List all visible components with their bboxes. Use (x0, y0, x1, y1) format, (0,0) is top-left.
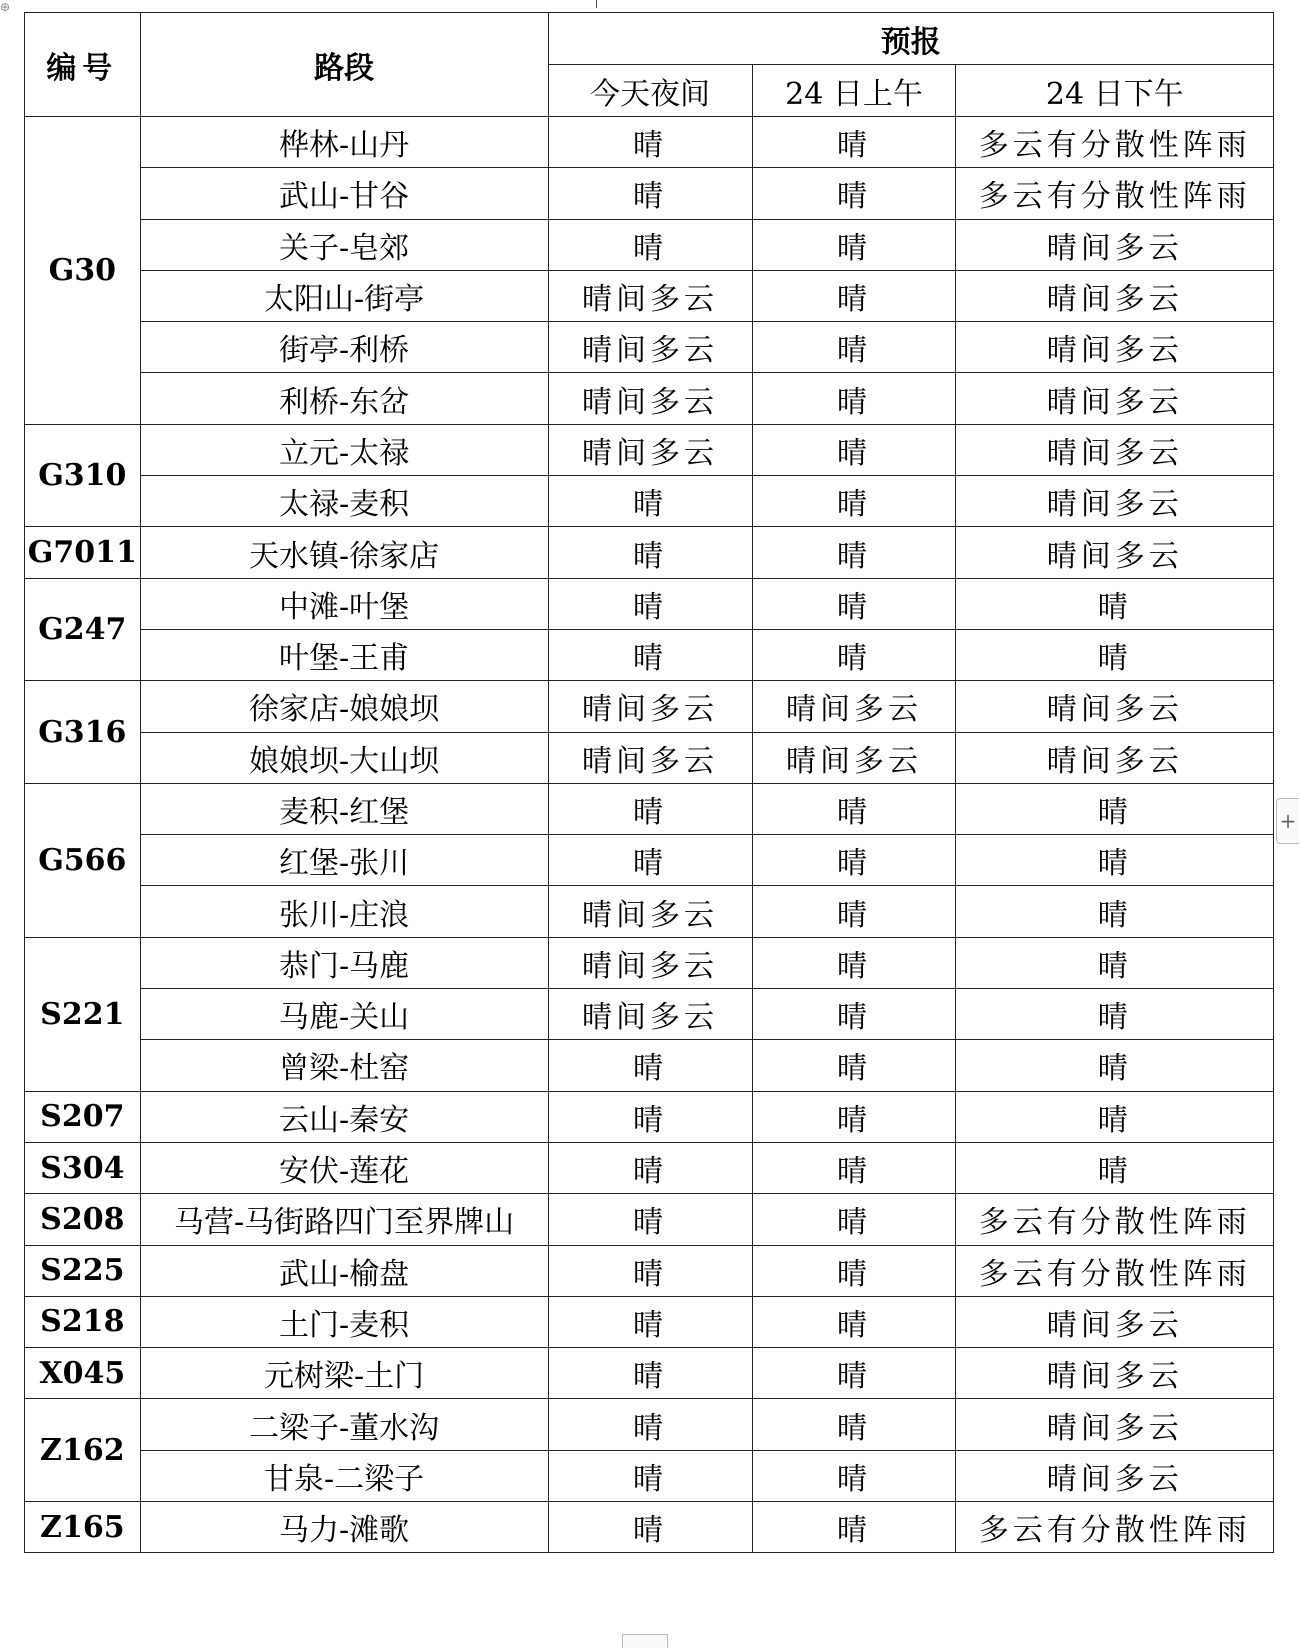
forecast-afternoon: 多云有分散性阵雨 (956, 117, 1274, 168)
forecast-morning: 晴 (752, 629, 956, 680)
forecast-afternoon: 晴间多云 (956, 373, 1274, 424)
road-section: 天水镇-徐家店 (140, 527, 548, 578)
table-row (25, 989, 1274, 1040)
add-row-icon[interactable]: + (1276, 798, 1299, 844)
table-row (25, 476, 1274, 527)
forecast-tonight: 晴 (548, 629, 752, 680)
forecast-morning: 晴 (752, 373, 956, 424)
forecast-afternoon: 晴间多云 (956, 1348, 1274, 1399)
table-row (25, 270, 1274, 321)
road-code: G30 (25, 117, 141, 425)
table-row (25, 937, 1274, 988)
forecast-tonight: 晴 (548, 168, 752, 219)
forecast-tonight: 晴 (548, 527, 752, 578)
forecast-afternoon: 晴 (956, 1040, 1274, 1091)
table-row (25, 219, 1274, 270)
forecast-morning: 晴 (752, 989, 956, 1040)
forecast-tonight: 晴 (548, 1040, 752, 1091)
road-section: 中滩-叶堡 (140, 578, 548, 629)
forecast-morning: 晴 (752, 1040, 956, 1091)
forecast-morning: 晴 (752, 117, 956, 168)
forecast-morning: 晴 (752, 835, 956, 886)
road-section: 恭门-马鹿 (140, 937, 548, 988)
table-row (25, 1399, 1274, 1450)
forecast-tonight: 晴间多云 (548, 373, 752, 424)
forecast-morning: 晴 (752, 219, 956, 270)
forecast-afternoon: 晴 (956, 835, 1274, 886)
forecast-afternoon: 晴间多云 (956, 1450, 1274, 1501)
road-section: 土门-麦积 (140, 1296, 548, 1347)
forecast-morning: 晴 (752, 1296, 956, 1347)
ruler-tick (596, 0, 597, 8)
forecast-tonight: 晴 (548, 117, 752, 168)
forecast-afternoon: 晴 (956, 886, 1274, 937)
table-row (25, 1194, 1274, 1245)
forecast-afternoon: 晴间多云 (956, 527, 1274, 578)
forecast-tonight: 晴 (548, 1091, 752, 1142)
road-code: G7011 (25, 527, 141, 578)
road-section: 马力-滩歌 (140, 1502, 548, 1553)
forecast-tonight: 晴间多云 (548, 732, 752, 783)
forecast-afternoon: 晴间多云 (956, 322, 1274, 373)
road-section: 曾梁-杜窑 (140, 1040, 548, 1091)
forecast-afternoon: 晴间多云 (956, 1296, 1274, 1347)
table-row (25, 373, 1274, 424)
forecast-morning: 晴 (752, 783, 956, 834)
resize-handle[interactable] (622, 1634, 668, 1648)
forecast-morning: 晴 (752, 1502, 956, 1553)
forecast-morning: 晴 (752, 527, 956, 578)
forecast-morning: 晴 (752, 1399, 956, 1450)
road-section: 武山-榆盘 (140, 1245, 548, 1296)
forecast-tonight: 晴间多云 (548, 989, 752, 1040)
forecast-afternoon: 多云有分散性阵雨 (956, 1194, 1274, 1245)
table-row (25, 1091, 1274, 1142)
road-section: 太阳山-街亭 (140, 270, 548, 321)
road-code: S207 (25, 1091, 141, 1142)
forecast-morning: 晴 (752, 937, 956, 988)
forecast-afternoon: 晴 (956, 1142, 1274, 1193)
forecast-afternoon: 多云有分散性阵雨 (956, 1245, 1274, 1296)
road-section: 立元-太禄 (140, 424, 548, 475)
road-section: 利桥-东岔 (140, 373, 548, 424)
table-row (25, 835, 1274, 886)
road-section: 叶堡-王甫 (140, 629, 548, 680)
forecast-tonight: 晴间多云 (548, 937, 752, 988)
road-section: 桦林-山丹 (140, 117, 548, 168)
forecast-afternoon: 晴 (956, 629, 1274, 680)
road-section: 麦积-红堡 (140, 783, 548, 834)
road-code: G316 (25, 681, 141, 784)
table-row (25, 1245, 1274, 1296)
road-section: 元树梁-土门 (140, 1348, 548, 1399)
table-row (25, 1142, 1274, 1193)
header-morning: 24 日上午 (752, 65, 956, 117)
table-row (25, 629, 1274, 680)
table-row (25, 886, 1274, 937)
forecast-morning: 晴 (752, 886, 956, 937)
road-section: 马鹿-关山 (140, 989, 548, 1040)
forecast-morning: 晴 (752, 578, 956, 629)
table-move-handle-icon[interactable]: ⊕ (0, 0, 11, 14)
forecast-morning: 晴 (752, 424, 956, 475)
table-row (25, 117, 1274, 168)
table-row (25, 1450, 1274, 1501)
forecast-afternoon: 晴间多云 (956, 270, 1274, 321)
forecast-afternoon: 晴间多云 (956, 1399, 1274, 1450)
table-row (25, 681, 1274, 732)
forecast-morning: 晴 (752, 1245, 956, 1296)
forecast-afternoon: 晴 (956, 578, 1274, 629)
forecast-tonight: 晴 (548, 219, 752, 270)
table-row (25, 732, 1274, 783)
forecast-afternoon: 晴间多云 (956, 219, 1274, 270)
forecast-tonight: 晴 (548, 1348, 752, 1399)
forecast-tonight: 晴 (548, 1142, 752, 1193)
road-code: S221 (25, 937, 141, 1091)
road-code: Z165 (25, 1502, 141, 1553)
table-row (25, 168, 1274, 219)
road-code: G247 (25, 578, 141, 681)
table-row (25, 1040, 1274, 1091)
forecast-morning: 晴 (752, 1142, 956, 1193)
road-section: 安伏-莲花 (140, 1142, 548, 1193)
road-code: S208 (25, 1194, 141, 1245)
road-section: 太禄-麦积 (140, 476, 548, 527)
table-row (25, 1296, 1274, 1347)
table-row (25, 527, 1274, 578)
header-forecast: 预报 (548, 13, 1273, 65)
forecast-morning: 晴 (752, 1348, 956, 1399)
road-section: 红堡-张川 (140, 835, 548, 886)
forecast-morning: 晴间多云 (752, 732, 956, 783)
forecast-morning: 晴 (752, 168, 956, 219)
table-row (25, 322, 1274, 373)
forecast-afternoon: 晴间多云 (956, 732, 1274, 783)
forecast-afternoon: 多云有分散性阵雨 (956, 1502, 1274, 1553)
road-code: X045 (25, 1348, 141, 1399)
forecast-afternoon: 晴 (956, 937, 1274, 988)
forecast-tonight: 晴 (548, 1399, 752, 1450)
forecast-tonight: 晴间多云 (548, 681, 752, 732)
forecast-tonight: 晴间多云 (548, 424, 752, 475)
road-section: 徐家店-娘娘坝 (140, 681, 548, 732)
road-section: 武山-甘谷 (140, 168, 548, 219)
table-row (25, 424, 1274, 475)
forecast-afternoon: 多云有分散性阵雨 (956, 168, 1274, 219)
forecast-tonight: 晴间多云 (548, 322, 752, 373)
forecast-afternoon: 晴 (956, 1091, 1274, 1142)
header-tonight: 今天夜间 (548, 65, 752, 117)
forecast-morning: 晴间多云 (752, 681, 956, 732)
road-section: 街亭-利桥 (140, 322, 548, 373)
forecast-tonight: 晴 (548, 578, 752, 629)
forecast-morning: 晴 (752, 1450, 956, 1501)
road-code: Z162 (25, 1399, 141, 1502)
road-section: 云山-秦安 (140, 1091, 548, 1142)
forecast-tonight: 晴 (548, 1502, 752, 1553)
forecast-tonight: 晴 (548, 476, 752, 527)
forecast-afternoon: 晴 (956, 989, 1274, 1040)
road-section: 张川-庄浪 (140, 886, 548, 937)
road-section: 甘泉-二梁子 (140, 1450, 548, 1501)
forecast-morning: 晴 (752, 270, 956, 321)
forecast-tonight: 晴 (548, 835, 752, 886)
forecast-afternoon: 晴 (956, 783, 1274, 834)
road-code: S218 (25, 1296, 141, 1347)
forecast-morning: 晴 (752, 322, 956, 373)
header-code: 编号 (25, 13, 141, 117)
forecast-tonight: 晴 (548, 1245, 752, 1296)
forecast-tonight: 晴 (548, 1194, 752, 1245)
forecast-table-body (25, 117, 1274, 1553)
table-row (25, 783, 1274, 834)
header-afternoon: 24 日下午 (956, 65, 1274, 117)
forecast-tonight: 晴间多云 (548, 270, 752, 321)
forecast-morning: 晴 (752, 476, 956, 527)
road-code: G310 (25, 424, 141, 527)
forecast-morning: 晴 (752, 1091, 956, 1142)
road-section: 二梁子-董水沟 (140, 1399, 548, 1450)
road-code: G566 (25, 783, 141, 937)
forecast-tonight: 晴 (548, 1450, 752, 1501)
road-section: 关子-皂郊 (140, 219, 548, 270)
table-row (25, 1502, 1274, 1553)
road-section: 娘娘坝-大山坝 (140, 732, 548, 783)
table-row (25, 1348, 1274, 1399)
road-code: S225 (25, 1245, 141, 1296)
table-row (25, 578, 1274, 629)
forecast-tonight: 晴 (548, 1296, 752, 1347)
forecast-tonight: 晴 (548, 783, 752, 834)
forecast-afternoon: 晴间多云 (956, 424, 1274, 475)
road-code: S304 (25, 1142, 141, 1193)
header-section: 路段 (140, 13, 548, 117)
forecast-morning: 晴 (752, 1194, 956, 1245)
road-section: 马营-马街路四门至界牌山 (140, 1194, 548, 1245)
forecast-afternoon: 晴间多云 (956, 681, 1274, 732)
forecast-table (24, 12, 1274, 1553)
forecast-afternoon: 晴间多云 (956, 476, 1274, 527)
forecast-tonight: 晴间多云 (548, 886, 752, 937)
